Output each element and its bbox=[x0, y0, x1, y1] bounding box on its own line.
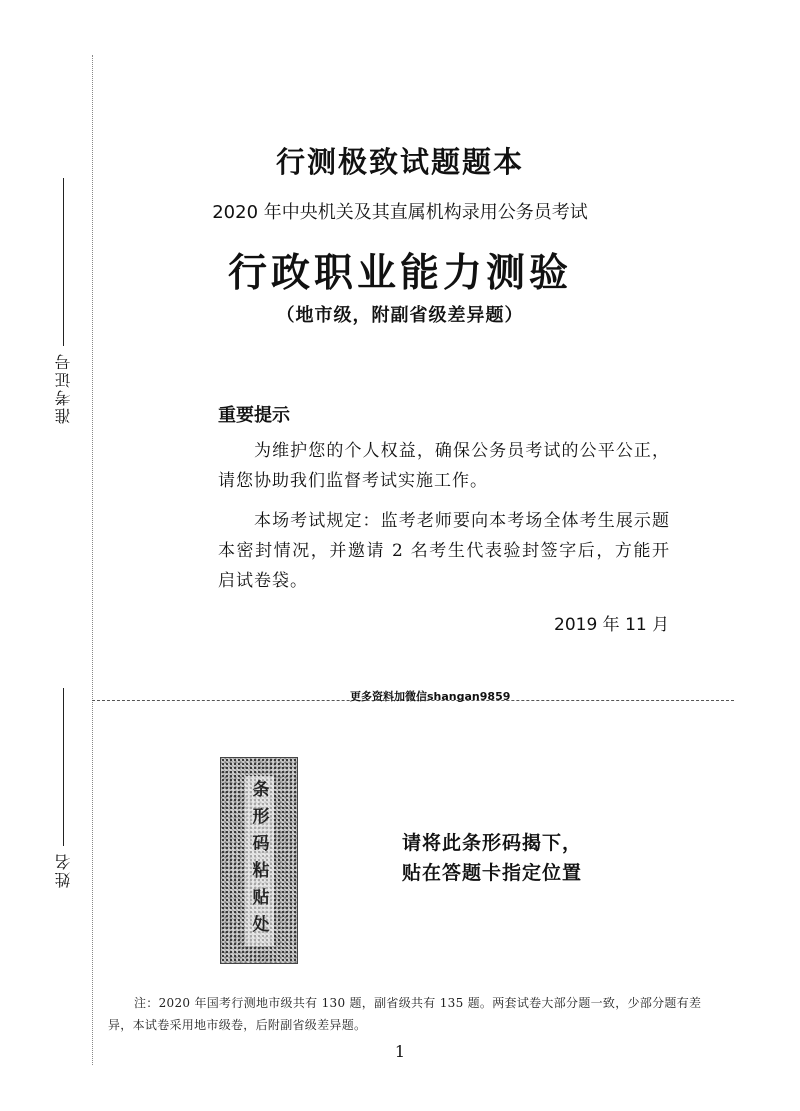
name-field bbox=[51, 688, 75, 888]
page-number: 1 bbox=[394, 1042, 406, 1061]
exam-id-label: 准考证号 bbox=[53, 352, 73, 424]
barcode-instruction bbox=[402, 828, 582, 888]
exam-name: 2020 年中央机关及其直属机构录用公务员考试 bbox=[212, 202, 588, 223]
notice-title: 重要提示 bbox=[218, 405, 290, 426]
more-info-note: 更多资料加微信shangan9859 bbox=[350, 690, 511, 703]
notice-paragraph-2: 本场考试规定：监考老师要向本考场全体考生展示题本密封情况，并邀请 2 名考生代表验封签字后，方能开启试卷袋。 bbox=[218, 511, 670, 591]
exam-id-underline bbox=[63, 178, 64, 346]
issue-date: 2019 年 11 月 bbox=[554, 615, 670, 635]
exam-id-field bbox=[51, 178, 75, 424]
barcode-label: 条形码粘贴处 bbox=[245, 776, 274, 946]
binding-margin-line bbox=[92, 55, 93, 1065]
name-label: 姓名 bbox=[53, 852, 73, 888]
booklet-title: 行测极致试题题本 bbox=[275, 145, 524, 179]
name-underline bbox=[63, 688, 64, 846]
subject-title: 行政职业能力测验 bbox=[227, 250, 572, 296]
barcode-instruction-line-1: 请将此条形码揭下， bbox=[402, 832, 583, 854]
barcode-sticker-area bbox=[220, 757, 298, 964]
exam-level: （地市级，附副省级差异题） bbox=[276, 305, 524, 326]
footnote: 注：2020 年国考行测地市级共有 130 题，副省级共有 135 题。两套试卷大部分题一致，少部分题有差异，本试卷采用地市级卷，后附副省级差异题。 bbox=[108, 996, 702, 1032]
notice-paragraph-1: 为维护您的个人权益，确保公务员考试的公平公正，请您协助我们监督考试实施工作。 bbox=[218, 441, 670, 491]
barcode-instruction-line-2: 贴在答题卡指定位置 bbox=[402, 862, 583, 884]
